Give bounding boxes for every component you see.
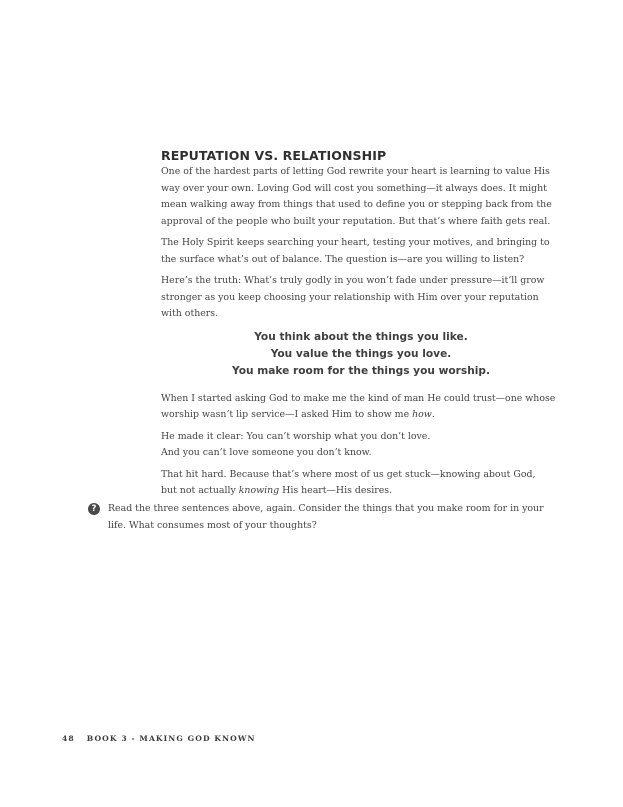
paragraph-6-line-1: That hit hard. Because that’s where most of us get stuck—knowing about God, [161,468,536,480]
callout-line-2: You value the things you love. [270,347,452,360]
reflection-question-text: Read the three sentences above, again. Consider the things that you make room for in your life. What consumes most of your thoughts? [108,503,544,531]
paragraph-4-end: . [431,409,435,420]
callout-block [161,329,561,380]
article-body [161,148,561,505]
paragraph-5-line-2: And you can’t love someone you don’t know. [161,447,372,458]
page-footer [62,734,256,743]
callout-line-1: You think about the things you like. [254,330,468,343]
paragraph-4-text: When I started asking God to make me the kind of man He could trust—one whose worship wasn’t lip service—I asked Him to show me [161,392,556,420]
paragraph-6-line-2-end: His heart—His desires. [279,485,393,496]
paragraph-2: The Holy Spirit keeps searching your heart, testing your motives, and bringing to the surface what’s out of balance. The question is—are you willing to listen? [161,237,550,265]
paragraph-6 [161,467,561,500]
paragraph-4 [161,391,561,424]
book-title: BOOK 3 - MAKING GOD KNOWN [86,734,256,743]
question-icon: ? [88,503,100,515]
section-heading: REPUTATION VS. RELATIONSHIP [161,148,387,163]
paragraph-6-line-2-start: but not actually [161,485,239,496]
paragraph-5 [161,429,561,462]
paragraph-5-line-1: He made it clear: You can’t worship what you don’t love. [161,430,431,442]
paragraph-4-emphasis: how [412,409,432,420]
paragraph-6-emphasis: knowing [238,485,280,496]
page-number: 48 [62,734,75,743]
callout-line-3: You make room for the things you worship. [232,364,490,377]
reflection-question [88,501,558,534]
paragraph-1: One of the hardest parts of letting God rewrite your heart is learning to value His way over your own. Loving God will cost you something—it always does. It might mean walking away from things that used to define you or stepping back from the approval of the people who built your reputation. But that’s where faith gets real. [161,166,552,227]
paragraph-3: Here’s the truth: What’s truly godly in you won’t fade under pressure—it’ll grow stronger as you keep choosing your relationship with Him over your reputation with others. [161,275,545,319]
